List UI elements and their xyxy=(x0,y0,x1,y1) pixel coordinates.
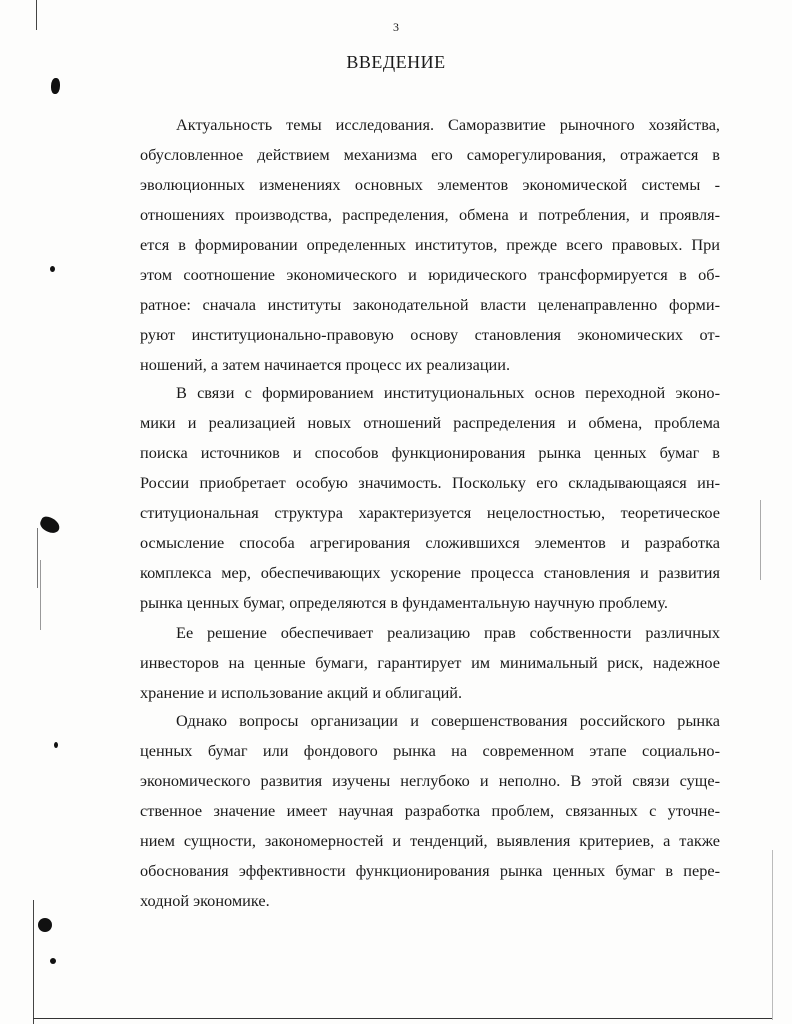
scan-line xyxy=(33,900,34,1024)
scan-blot xyxy=(38,918,52,932)
scan-speck xyxy=(50,266,55,272)
text-line: Ее решение обеспечивает реализацию прав собственности различных xyxy=(176,623,720,642)
scan-line xyxy=(33,1018,773,1019)
text-line: рынка ценных бумаг, определяются в фундаментальную научную проблему. xyxy=(140,593,668,612)
text-line: мики и реализацией новых отношений распределения и обмена, проблема xyxy=(140,413,720,432)
scan-line xyxy=(37,528,38,588)
text-line: ется в формировании определенных институтов, прежде всего правовых. При xyxy=(140,235,720,254)
text-line: экономического развития изучены неглубоко и неполно. В этой связи суще- xyxy=(140,771,720,790)
scan-speck xyxy=(50,958,56,964)
scan-line xyxy=(772,850,773,1020)
text-line: осмысление способа агрегирования сложившихся элементов и разработка xyxy=(140,533,720,552)
text-line: руют институционально-правовую основу становления экономических от- xyxy=(140,325,720,344)
text-line: эволюционных изменениях основных элементов экономической системы - xyxy=(140,175,720,194)
text-line: ношений, а затем начинается процесс их реализации. xyxy=(140,355,511,374)
paragraph-4 xyxy=(140,706,720,916)
scan-line xyxy=(760,500,761,580)
text-line: поиска источников и способов функционирования рынка ценных бумаг в xyxy=(140,443,720,462)
text-line: ституциональная структура характеризуется нецелостностью, теоретическое xyxy=(140,503,720,522)
page-number: 3 xyxy=(393,20,399,34)
section-title: ВВЕДЕНИЕ xyxy=(346,52,446,72)
text-line: России приобретает особую значимость. Поскольку его складывающаяся ин- xyxy=(140,473,720,492)
text-line: обоснования эффективности функционирования рынка ценных бумаг в пере- xyxy=(140,861,720,880)
text-line: ценных бумаг или фондового рынка на современном этапе социально- xyxy=(140,741,720,760)
text-line: ратное: сначала институты законодательной власти целенаправленно форми- xyxy=(140,295,720,314)
text-line: отношениях производства, распределения, обмена и потребления, и проявля- xyxy=(140,205,720,224)
scan-line xyxy=(40,560,41,630)
text-line: комплекса мер, обеспечивающих ускорение процесса становления и развития xyxy=(140,563,720,582)
text-line: нием сущности, закономерностей и тенденций, выявления критериев, а также xyxy=(140,831,720,850)
text-line: инвесторов на ценные бумаги, гарантирует им минимальный риск, надежное xyxy=(140,653,720,672)
text-line: Актуальность темы исследования. Саморазвитие рыночного хозяйства, xyxy=(176,115,720,134)
scan-blot xyxy=(51,78,60,94)
scan-line xyxy=(36,0,37,30)
text-line: ходной экономике. xyxy=(140,891,270,910)
text-line: этом соотношение экономического и юридического трансформируется в об- xyxy=(140,265,720,284)
scan-speck xyxy=(54,742,58,748)
text-line: обусловленное действием механизма его саморегулирования, отражается в xyxy=(140,145,720,164)
paragraph-3 xyxy=(140,618,720,708)
text-line: Однако вопросы организации и совершенствования российского рынка xyxy=(176,711,720,730)
text-line: ственное значение имеет научная разработка проблем, связанных с уточне- xyxy=(140,801,720,820)
paragraph-1 xyxy=(140,110,720,380)
scan-blot xyxy=(38,514,62,535)
text-line: В связи с формированием институциональных основ переходной эконо- xyxy=(176,383,720,402)
paragraph-2 xyxy=(140,378,720,618)
text-line: хранение и использование акций и облигаций. xyxy=(140,683,463,702)
